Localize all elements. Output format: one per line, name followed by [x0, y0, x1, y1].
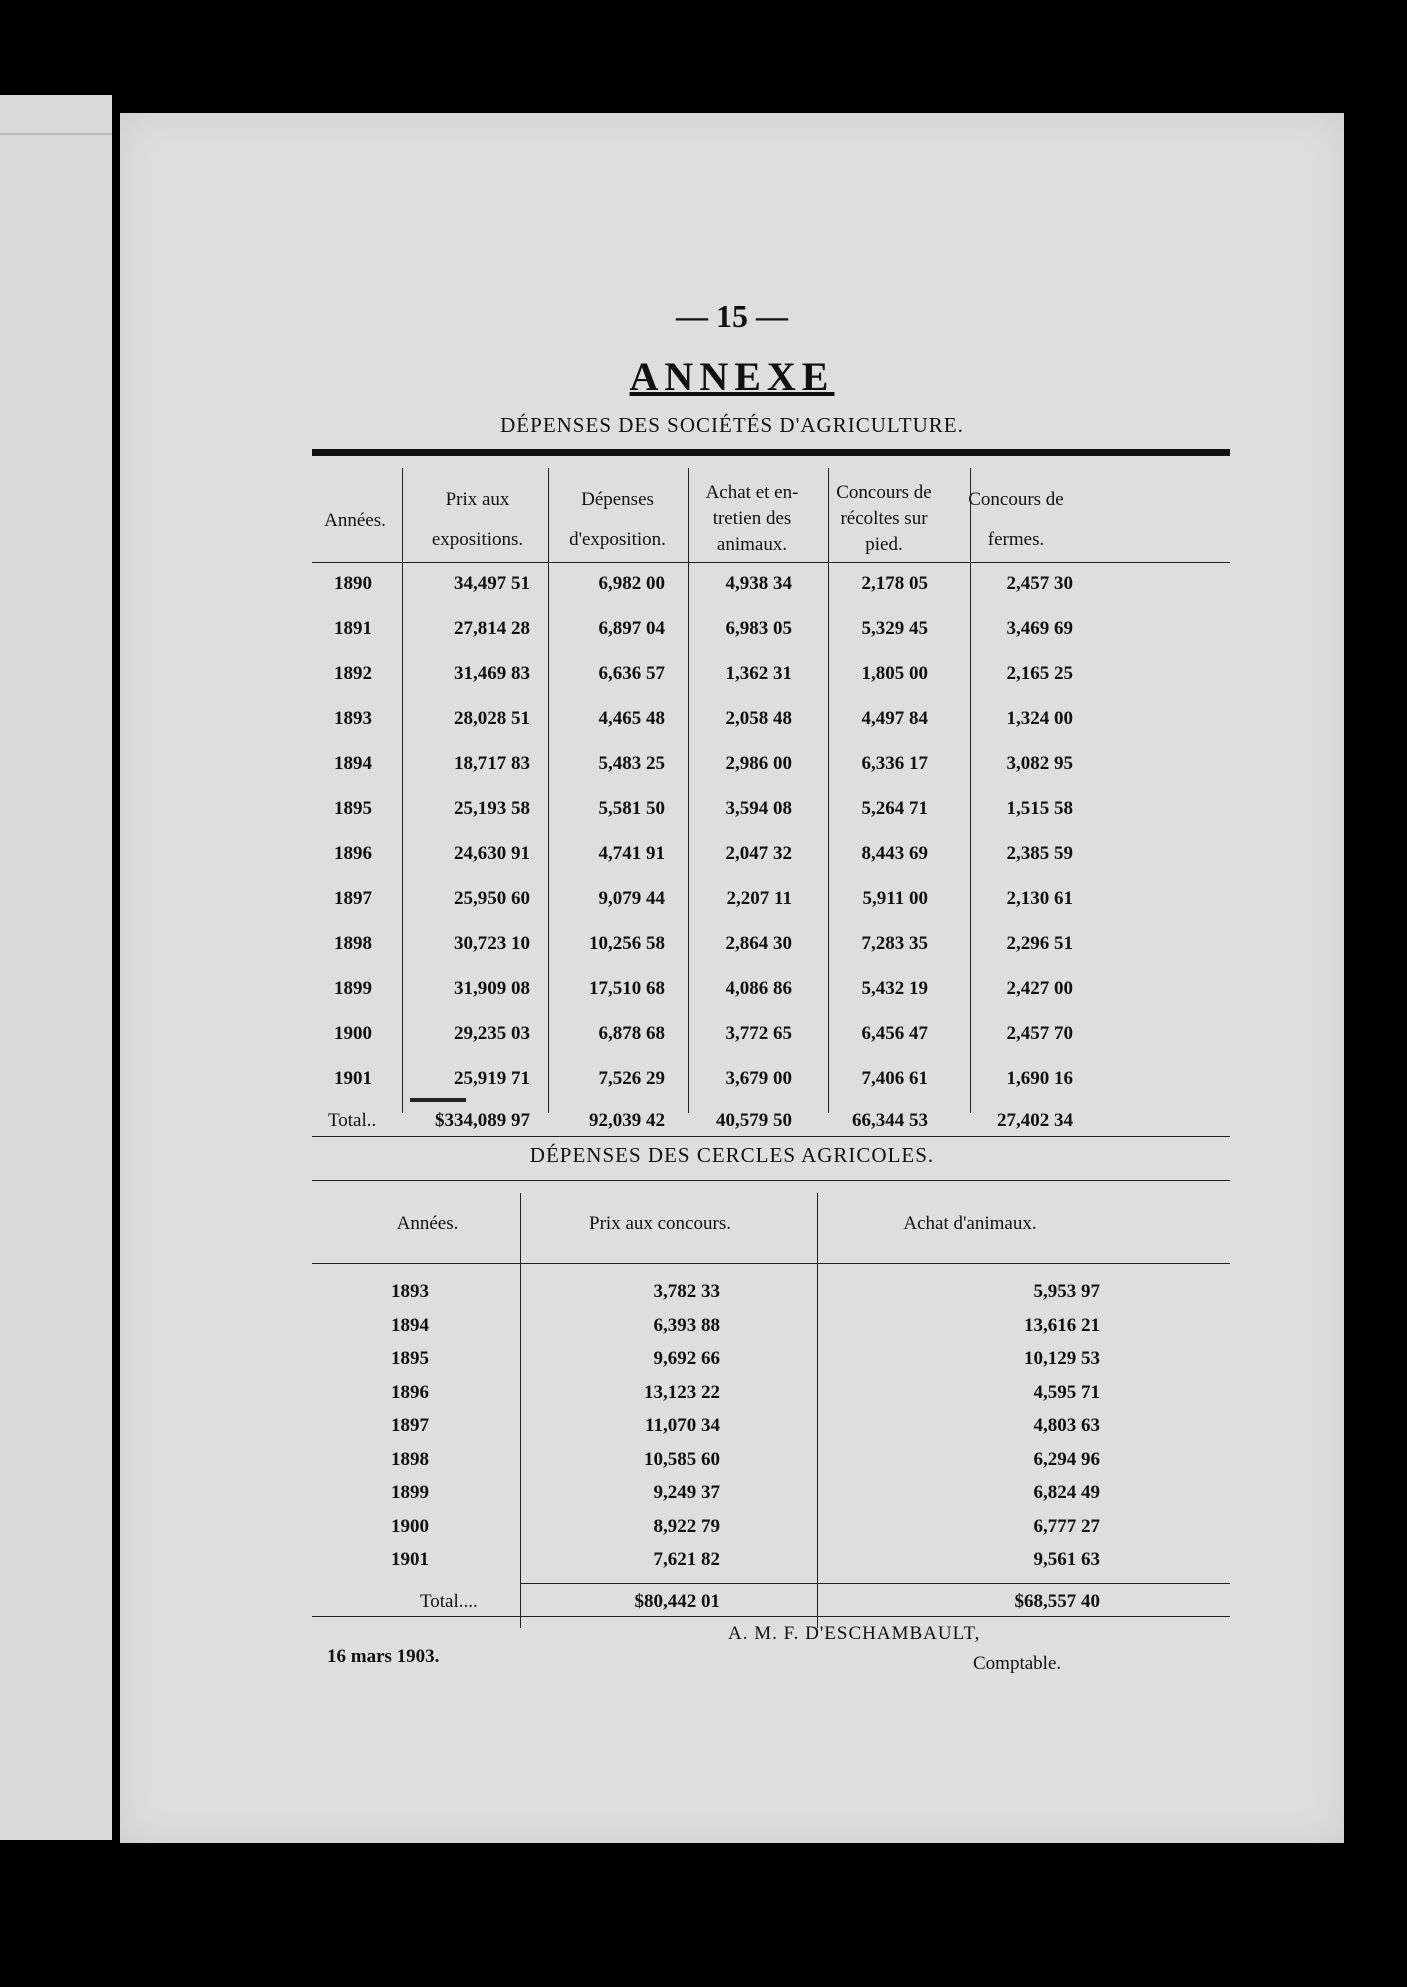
- table1-cell: 1890: [334, 573, 372, 594]
- table1-cell: 5,911 00: [862, 888, 928, 909]
- table1-cell: 5,483 25: [598, 753, 665, 774]
- table2-bottom-rule: [312, 1616, 1230, 1617]
- table2-cell: 3,782 33: [653, 1281, 720, 1302]
- table1-cell: 4,938 34: [725, 573, 792, 594]
- table1-column-divider: [548, 468, 549, 1113]
- page-number: — 15 —: [676, 298, 788, 334]
- table2-cell: 6,777 27: [1033, 1515, 1100, 1537]
- table1-cell: 2,130 61: [1006, 888, 1073, 909]
- table1-cell: 3,594 08: [725, 798, 792, 819]
- table1-cell: 2,864 30: [725, 933, 792, 954]
- table2-cell: 13,616 21: [1024, 1314, 1100, 1336]
- table1-header-rule: [312, 562, 1230, 563]
- table2-header-1: Prix aux concours.: [589, 1213, 731, 1234]
- table1-cell: 29,235 03: [454, 1023, 530, 1044]
- table1-cell: 25,950 60: [454, 888, 530, 909]
- date-line: 16 mars 1903.: [327, 1646, 440, 1667]
- table1-cell: 1893: [334, 708, 372, 729]
- table1-cell: 5,264 71: [861, 798, 928, 819]
- table1-header-4: Concours de récoltes sur pied.: [836, 482, 932, 555]
- table2-cell: 1900: [391, 1515, 429, 1537]
- table2-cell: 1898: [391, 1448, 429, 1470]
- table1-cell: 7,283 35: [861, 933, 928, 954]
- table2-cell: 7,621 82: [653, 1549, 720, 1570]
- table1-cell: 8,443 69: [861, 843, 928, 864]
- table1-cell: 6,456 47: [861, 1023, 928, 1044]
- table1-header-0: Années.: [324, 510, 386, 531]
- table1-total-cell: $334,089 97: [435, 1110, 530, 1131]
- table1-cell: 1,690 16: [1006, 1068, 1073, 1089]
- table1-cell: 4,465 48: [598, 708, 665, 729]
- table2-cell: 6,824 49: [1033, 1482, 1100, 1503]
- table2-cell: 1897: [391, 1415, 429, 1436]
- table2-header-0: Années.: [396, 1213, 459, 1234]
- table1-cell: 1900: [334, 1023, 372, 1044]
- table1-cell: 4,086 86: [725, 978, 792, 999]
- signature-name: A. M. F. D'ESCHAMBAULT,: [728, 1623, 981, 1644]
- table1-cell: 10,256 58: [589, 933, 665, 954]
- table2-cell: 1895: [391, 1348, 429, 1369]
- table1-cell: 3,679 00: [725, 1068, 792, 1089]
- table1-cell: 1891: [334, 618, 372, 639]
- table1-cell: 2,385 59: [1006, 843, 1073, 864]
- table1-cell: 2,457 70: [1006, 1023, 1073, 1044]
- annexe-title: ANNEXE: [629, 354, 835, 399]
- table1-cell: 2,457 30: [1006, 573, 1073, 594]
- table1-cell: 7,406 61: [861, 1068, 928, 1089]
- table1-cell: 2,427 00: [1006, 978, 1073, 999]
- table1-cell: 18,717 83: [454, 753, 530, 774]
- table2-column-divider: [520, 1193, 521, 1628]
- table1-cell: 1,362 31: [725, 663, 792, 684]
- table1-cell: 31,909 08: [454, 978, 530, 999]
- table1-cell: 1,324 00: [1006, 708, 1073, 729]
- table1-cell: 2,178 05: [861, 573, 928, 594]
- table1-total-cell: 40,579 50: [716, 1110, 792, 1131]
- table2-cell: 6,393 88: [653, 1314, 720, 1336]
- table1-cell: 1894: [334, 753, 372, 774]
- table2-cell: 9,249 37: [653, 1482, 720, 1503]
- table2-title: DÉPENSES DES CERCLES AGRICOLES.: [529, 1143, 935, 1167]
- table1-total-cell: 66,344 53: [852, 1110, 928, 1131]
- signature-role: Comptable.: [973, 1653, 1062, 1674]
- table1-header-2: Dépenses d'exposition.: [569, 489, 666, 550]
- table1-cell: 1897: [334, 888, 372, 909]
- table2-cell: 9,692 66: [653, 1348, 720, 1369]
- table1-column-divider: [688, 468, 689, 1113]
- table2-header-2: Achat d'animaux.: [903, 1213, 1037, 1234]
- table1-cell: 4,741 91: [598, 843, 665, 864]
- table2-total-cell: $68,557 40: [1014, 1591, 1100, 1612]
- table1-column-divider: [828, 468, 829, 1113]
- table1-cell: 34,497 51: [454, 573, 530, 594]
- table1-cell: 25,193 58: [454, 798, 530, 819]
- table1-cell: 17,510 68: [589, 978, 665, 999]
- table1-header-1: Prix aux expositions.: [431, 489, 524, 550]
- table1-cell: 6,336 17: [861, 753, 928, 774]
- table1-cell: 7,526 29: [598, 1068, 665, 1089]
- table1-cell: 6,878 68: [598, 1023, 665, 1044]
- table1-total-cell: 92,039 42: [589, 1110, 665, 1131]
- table1-header-3: Achat et en- tretien des animaux.: [705, 482, 799, 555]
- table2-header-rule: [312, 1263, 1230, 1264]
- table1-total-cell: 27,402 34: [997, 1110, 1073, 1131]
- table1-cell: 6,983 05: [725, 618, 792, 639]
- table1-cell: 30,723 10: [454, 933, 530, 954]
- table1-total-rule: [410, 1098, 466, 1102]
- table1-cell: 2,986 00: [725, 753, 792, 774]
- table2-cell: 8,922 79: [653, 1515, 720, 1537]
- table1-cell: 5,432 19: [861, 978, 928, 999]
- table2-cell: 1896: [391, 1381, 429, 1403]
- table2-cell: 1899: [391, 1482, 429, 1503]
- table2-cell: 5,953 97: [1033, 1281, 1100, 1302]
- table1-cell: 1901: [334, 1068, 372, 1089]
- table2-top-rule: [312, 1180, 1230, 1181]
- document-page: [120, 113, 1344, 1843]
- table1-total-cell: Total..: [328, 1110, 377, 1131]
- table1-cell: 28,028 51: [454, 708, 530, 729]
- table1-cell: 6,636 57: [598, 663, 665, 684]
- table2-cell: 4,803 63: [1033, 1415, 1100, 1436]
- table1-cell: 1,515 58: [1006, 798, 1073, 819]
- table2-cell: 10,129 53: [1024, 1348, 1100, 1369]
- table1-cell: 5,329 45: [861, 618, 928, 639]
- table2-cell: 1901: [391, 1549, 429, 1570]
- table1-cell: 3,082 95: [1006, 753, 1073, 774]
- table2-cell: 6,294 96: [1033, 1448, 1100, 1470]
- table1-cell: 1,805 00: [861, 663, 928, 684]
- table1-cell: 2,058 48: [725, 708, 792, 729]
- table1-bottom-rule: [312, 1136, 1230, 1137]
- table2-total-cell: Total....: [420, 1591, 478, 1612]
- left-page-edge: [0, 95, 112, 1840]
- table1-cell: 6,982 00: [598, 573, 665, 594]
- table2-total-rule: [520, 1583, 1230, 1584]
- table2-total-cell: $80,442 01: [634, 1591, 720, 1612]
- table2-cell: 1893: [391, 1281, 429, 1302]
- table1-cell: 25,919 71: [454, 1068, 530, 1089]
- table1-cell: 3,469 69: [1006, 618, 1073, 639]
- table1-cell: 27,814 28: [454, 618, 530, 639]
- table1-cell: 2,047 32: [725, 843, 792, 864]
- table1-title: DÉPENSES DES SOCIÉTÉS D'AGRICULTURE.: [500, 413, 964, 437]
- table1-cell: 3,772 65: [725, 1023, 792, 1044]
- table2-cell: 4,595 71: [1033, 1381, 1100, 1403]
- table1-cell: 9,079 44: [598, 888, 665, 909]
- table1-column-divider: [970, 468, 971, 1113]
- table1-cell: 31,469 83: [454, 663, 530, 684]
- table1-cell: 1899: [334, 978, 372, 999]
- table1-cell: 6,897 04: [598, 618, 665, 639]
- table1-cell: 24,630 91: [454, 843, 530, 864]
- table2-cell: 1894: [391, 1314, 429, 1336]
- table2-cell: 11,070 34: [645, 1415, 720, 1436]
- table1-top-rule: [312, 449, 1230, 456]
- table1-cell: 1898: [334, 933, 372, 954]
- table1-cell: 4,497 84: [861, 708, 928, 729]
- table2-cell: 9,561 63: [1033, 1549, 1100, 1570]
- table1-cell: 2,296 51: [1006, 933, 1073, 954]
- table1-cell: 1896: [334, 843, 372, 864]
- table1-cell: 5,581 50: [598, 798, 665, 819]
- table2-cell: 13,123 22: [644, 1381, 720, 1403]
- table1-cell: 2,165 25: [1006, 663, 1073, 684]
- table2-column-divider: [817, 1193, 818, 1628]
- table2-cell: 10,585 60: [644, 1448, 720, 1470]
- table1-column-divider: [402, 468, 403, 1113]
- table1-cell: 2,207 11: [726, 888, 792, 909]
- table1-header-5: Concours de fermes.: [968, 489, 1064, 550]
- table1-cell: 1892: [334, 663, 372, 684]
- table1-cell: 1895: [334, 798, 372, 819]
